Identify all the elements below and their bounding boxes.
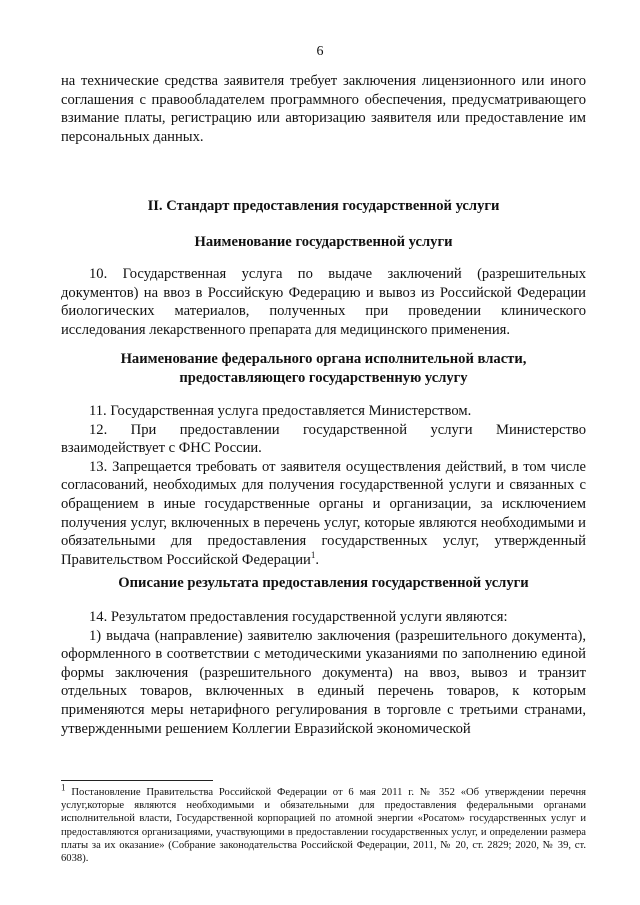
paragraph-14-item-1: 1) выдача (направление) заявителю заключения (разрешительного документа), оформленного в соответствии с методическими указаниями по заполнению единой формы заключения (разрешительного документа) на ввоз, вывоз и транзит отдельных товаров, включенных в единый перечень товаров, к которым применяются меры нетарифного регулирования в торговле с третьими странами, утвержденными решением Коллегии Евразийской экономической: [61, 627, 586, 737]
paragraph-13-text: 13. Запрещается требовать от заявителя осуществления действий, в том числе согласований, необходимых для получения государственной услуги и связанных с обращением в иные государственные органы и организации, за исключением получения услуг, включенных в перечень услуг, которые являются необходимыми и обязательными для предоставления государственных услуг, утвержденный Правительством Российской Федерации: [61, 458, 586, 568]
paragraph-14: 14. Результатом предоставления государственной услуги являются:: [89, 609, 508, 625]
intro-paragraph: на технические средства заявителя требует заключения лицензионного или иного соглашения с правообладателем программного обеспечения, предусматривающего взимание платы, регистрацию или авторизацию заявителя или предоставление им персональных данных.: [61, 73, 586, 145]
paragraphs-11-13-block: [61, 402, 586, 569]
paragraph-10: 10. Государственная услуга по выдаче заключений (разрешительных документов) на ввоз в Российскую Федерацию и вывоз из Российской Федерации биологических материалов, полученных при проведении клинического исследования лекарственного препарата для медицинского применения.: [61, 266, 586, 338]
page-number: 6: [316, 44, 324, 59]
paragraph-12: 12. При предоставлении государственной услуги Министерство взаимодействует с ФНС России.: [61, 421, 586, 457]
paragraph-13: [61, 458, 586, 570]
paragraph-11: 11. Государственная услуга предоставляется Министерством.: [89, 403, 472, 419]
paragraph-10-block: [61, 265, 586, 339]
paragraph-14-block: [61, 608, 586, 738]
paragraph-13-end: .: [315, 551, 320, 568]
section-title: II. Стандарт предоставления государственной услуги: [147, 198, 500, 214]
footnote-separator: [61, 780, 213, 781]
footnote: [61, 782, 586, 865]
subsection-title-authority: [61, 350, 586, 388]
subsection-title-authority-line2: предоставляющего государственную услугу: [179, 370, 468, 386]
subsection-title-result: Описание результата предоставления государственной услуги: [118, 575, 529, 591]
subsection-title-name: Наименование государственной услуги: [194, 234, 453, 250]
subsection-title-authority-line1: Наименование федерального органа исполнительной власти,: [120, 351, 527, 367]
footnote-reference[interactable]: 1: [310, 549, 316, 560]
footnote-text: Постановление Правительства Российской Федерации от 6 мая 2011 г. № 352 «Об утверждении перечня услуг,которые являются необходимыми и обязательными для предоставления федеральными органами исполнительной власти, Государственной корпорацией по атомной энергии «Росатом» государственных услуг и предоставляются организациями, участвующими в предоставлении государственных услуг, и определении размера платы за их оказание» (Собрание законодательства Российской Федерации, 2011, № 20, ст. 2829; 2020, № 39, ст. 6038).: [61, 787, 586, 865]
footnote-number: 1: [61, 782, 66, 793]
intro-block: [61, 72, 586, 146]
